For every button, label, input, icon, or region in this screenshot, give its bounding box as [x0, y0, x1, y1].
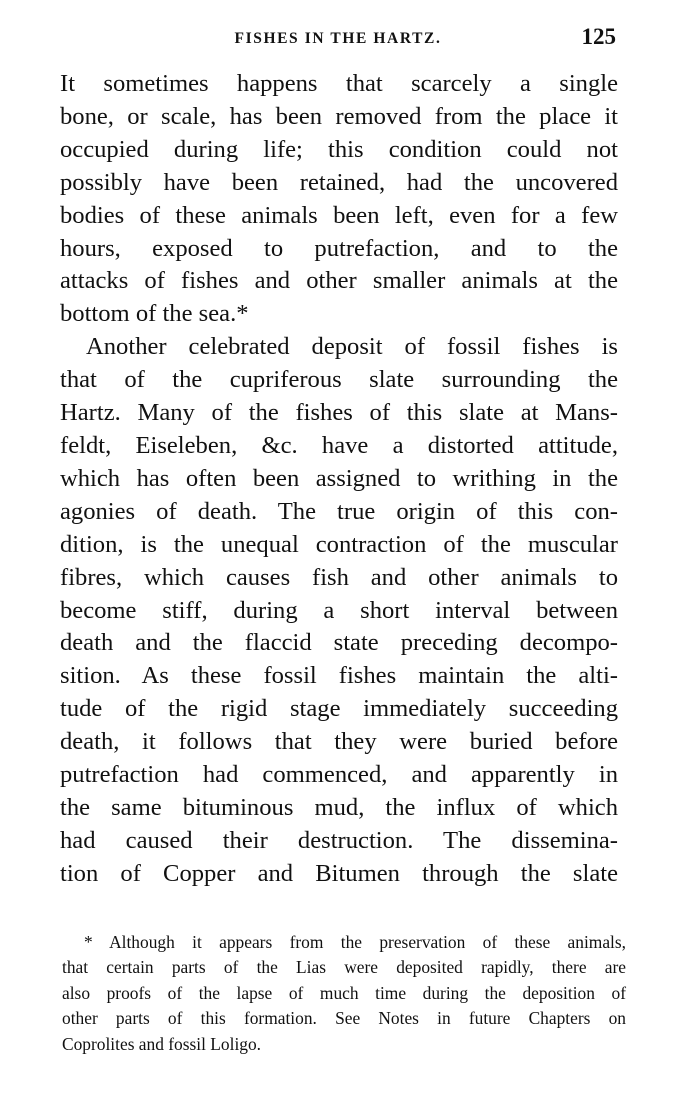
text-line: occupied during life; this condition could not — [60, 135, 618, 163]
text-line: become stiff, during a short interval between — [60, 596, 618, 624]
footnote-line: other parts of this formation. See Notes in future Chapters on — [62, 1008, 626, 1029]
text-line: tude of the rigid stage immediately succeeding — [60, 695, 618, 723]
page-header — [60, 22, 616, 58]
paragraph-2 — [60, 331, 618, 890]
text-line: the same bituminous mud, the influx of which — [60, 793, 618, 821]
text-line: sition. As these fossil fishes maintain the alti- — [60, 662, 618, 690]
text-line: death, it follows that they were buried before — [60, 728, 618, 756]
text-line: death and the flaccid state preceding decompo- — [60, 629, 618, 657]
running-title: FISHES IN THE HARTZ. — [234, 30, 442, 47]
text-line: that of the cupriferous slate surrounding the — [60, 366, 618, 394]
text-line: Hartz. Many of the fishes of this slate at Mans- — [60, 399, 618, 427]
text-line: agonies of death. The true origin of this con- — [60, 497, 618, 525]
text-line: It sometimes happens that scarcely a single — [60, 70, 618, 97]
paragraph-1 — [60, 68, 618, 331]
text-line: bodies of these animals been left, even for a few — [60, 201, 618, 229]
footnote-line: * Although it appears from the preservation of these animals, — [84, 932, 626, 952]
footnote-line: that certain parts of the Lias were deposited rapidly, there are — [62, 957, 626, 978]
text-line: bottom of the sea.* — [60, 300, 249, 328]
text-line: possibly have been retained, had the uncovered — [60, 168, 618, 196]
text-line: which has often been assigned to writhing in the — [60, 464, 618, 492]
footnote-line: also proofs of the lapse of much time during the deposition of — [62, 982, 626, 1003]
footnote-line: Coprolites and fossil Loligo. — [62, 1033, 262, 1054]
page-number: 125 — [581, 24, 616, 49]
text-line: had caused their destruction. The dissemina- — [60, 826, 618, 854]
text-line: hours, exposed to putrefaction, and to the — [60, 234, 618, 262]
text-line: fibres, which causes fish and other animals to — [60, 563, 618, 591]
body-text — [60, 68, 618, 891]
text-line: putrefaction had commenced, and apparently in — [60, 761, 618, 789]
text-line: feldt, Eiseleben, &c. have a distorted attitude, — [60, 431, 618, 459]
footnote — [62, 930, 626, 1057]
text-line: bone, or scale, has been removed from the place it — [60, 102, 618, 130]
text-line: tion of Copper and Bitumen through the slate — [60, 859, 618, 887]
text-line: attacks of fishes and other smaller animals at the — [60, 267, 618, 295]
text-line: dition, is the unequal contraction of the muscular — [60, 530, 618, 558]
text-line: Another celebrated deposit of fossil fishes is — [86, 333, 618, 361]
